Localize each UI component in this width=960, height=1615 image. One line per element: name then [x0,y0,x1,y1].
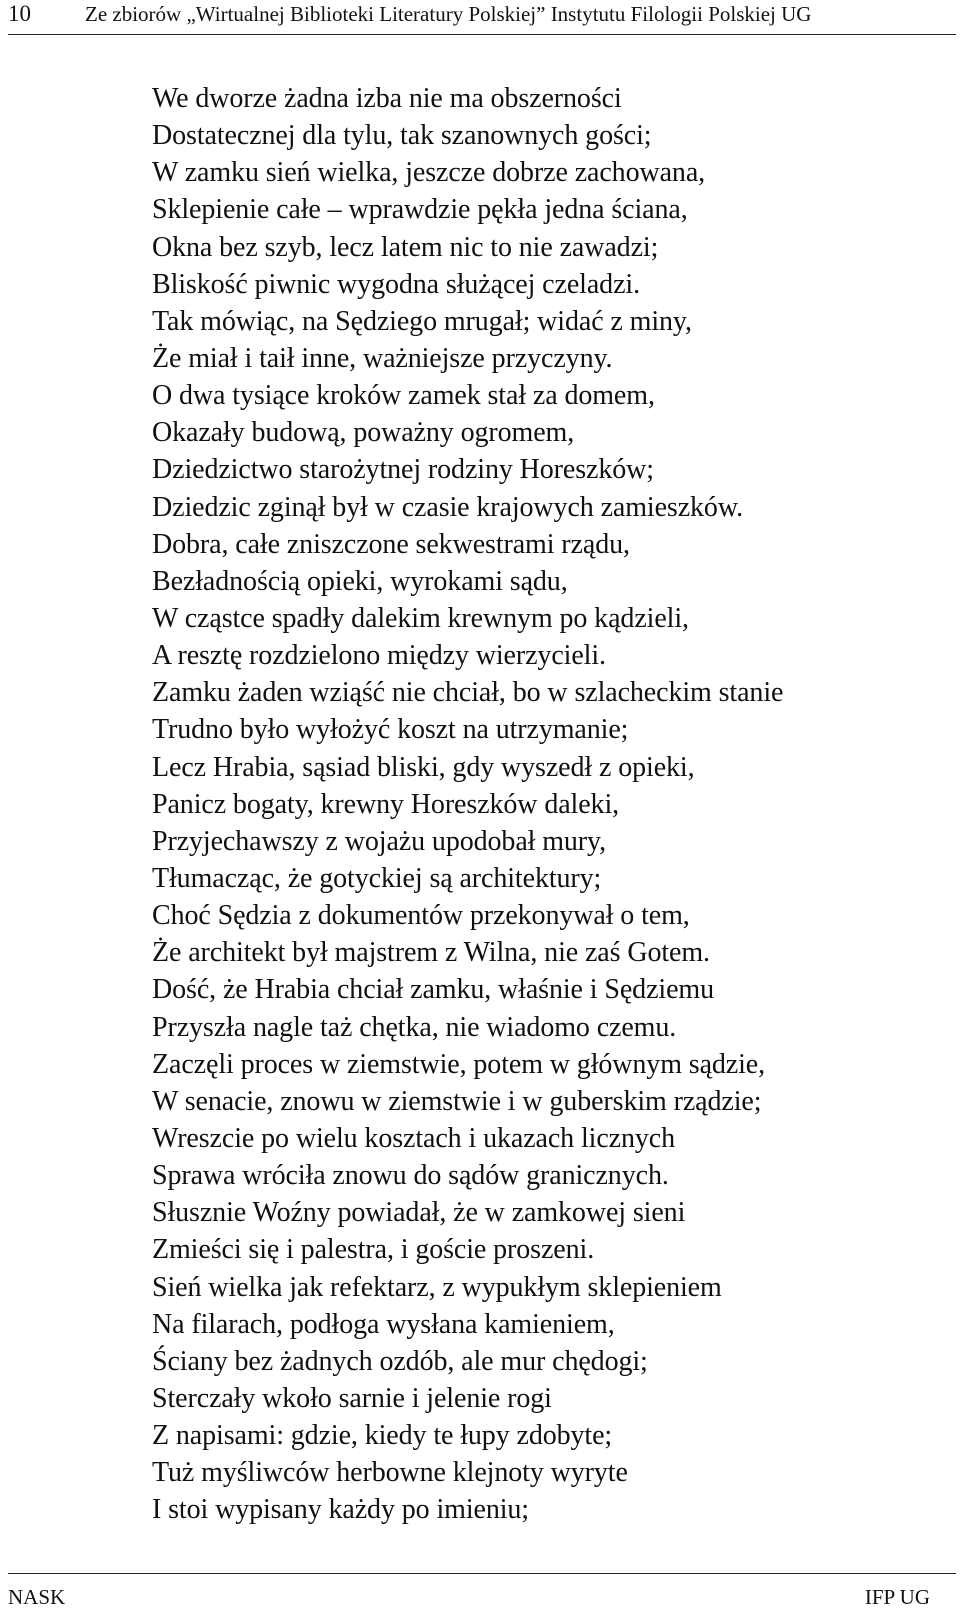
header-divider [8,34,956,35]
poem-line: Panicz bogaty, krewny Horeszków daleki, [152,788,620,820]
poem-line: Że architekt był majstrem z Wilna, nie zaś Gotem. [152,937,710,969]
poem-line: Przyszła nagle taż chętka, nie wiadomo czemu. [152,1011,677,1043]
poem-line: Na filarach, podłoga wysłana kamieniem, [152,1308,615,1340]
poem-line: Sterczały wkoło sarnie i jelenie rogi [152,1382,552,1414]
poem-line: Tak mówiąc, na Sędziego mrugał; widać z miny, [152,305,692,337]
poem-line: Z napisami: gdzie, kiedy te łupy zdobyte; [152,1420,613,1452]
poem-line: I stoi wypisany każdy po imieniu; [152,1494,529,1526]
poem-line: A resztę rozdzielono między wierzycieli. [152,640,606,672]
page-number: 10 [8,1,31,26]
poem-text [152,80,783,1528]
poem-line: Choć Sędzia z dokumentów przekonywał o tem, [152,900,690,932]
poem-line: W senacie, znowu w ziemstwie i w guberskim rządzie; [152,1085,762,1117]
poem-line: Dostatecznej dla tylu, tak szanownych gości; [152,120,652,152]
poem-line: Bezładnością opieki, wyrokami sądu, [152,565,568,597]
poem-line: Zamku żaden wziąść nie chciał, bo w szlacheckim stanie [152,677,784,709]
poem-line: Ściany bez żadnych ozdób, ale mur chędogi; [152,1345,648,1377]
poem-line: Tłumacząc, że gotyckiej są architektury; [152,862,602,894]
footer-divider [8,1573,956,1574]
poem-line: Słusznie Woźny powiadał, że w zamkowej sieni [152,1197,686,1229]
poem-line: Okazały budową, poważny ogromem, [152,417,575,449]
poem-line: Okna bez szyb, lecz latem nic to nie zawadzi; [152,231,659,263]
poem-line: Dziedzictwo starożytnej rodziny Horeszków; [152,454,654,486]
footer-right-label: IFP UG [864,1585,930,1609]
footer-left-label: NASK [8,1585,66,1609]
poem-line: Sklepienie całe – wprawdzie pękła jedna ściana, [152,194,688,226]
poem-line: W zamku sień wielka, jeszcze dobrze zachowana, [152,157,706,189]
poem-line: Zaczęli proces w ziemstwie, potem w głównym sądzie, [152,1048,766,1080]
poem-line: Sprawa wróciła znowu do sądów granicznych. [152,1160,669,1192]
poem-line: Dobra, całe zniszczone sekwestrami rządu, [152,528,630,560]
poem-line: Że miał i taił inne, ważniejsze przyczyny. [152,342,613,374]
poem-line: Dziedzic zginął był w czasie krajowych zamieszków. [152,491,744,523]
poem-line: We dworze żadna izba nie ma obszerności [152,83,622,114]
poem-line: W cząstce spadły dalekim krewnym po kądzieli, [152,602,689,634]
poem-line: Bliskość piwnic wygodna służącej czeladzi. [152,268,640,300]
poem-line: Wreszcie po wielu kosztach i ukazach licznych [152,1122,676,1154]
poem-line: Przyjechawszy z wojażu upodobał mury, [152,825,607,857]
poem-line: Tuż myśliwców herbowne klejnoty wyryte [152,1457,628,1489]
poem-line: Zmieści się i palestra, i goście proszeni. [152,1234,595,1266]
poem-line: Dość, że Hrabia chciał zamku, właśnie i Sędziemu [152,974,714,1006]
header-title: Ze zbiorów „Wirtualnej Biblioteki Literatury Polskiej” Instytutu Filologii Polskiej UG [85,2,812,26]
poem-line: Lecz Hrabia, sąsiad bliski, gdy wyszedł z opieki, [152,751,695,783]
page-header [8,0,956,37]
poem-line: O dwa tysiące kroków zamek stał za domem, [152,380,655,412]
poem-line: Trudno było wyłożyć koszt na utrzymanie; [152,714,629,746]
poem-line: Sień wielka jak refektarz, z wypukłym sklepieniem [152,1271,722,1303]
